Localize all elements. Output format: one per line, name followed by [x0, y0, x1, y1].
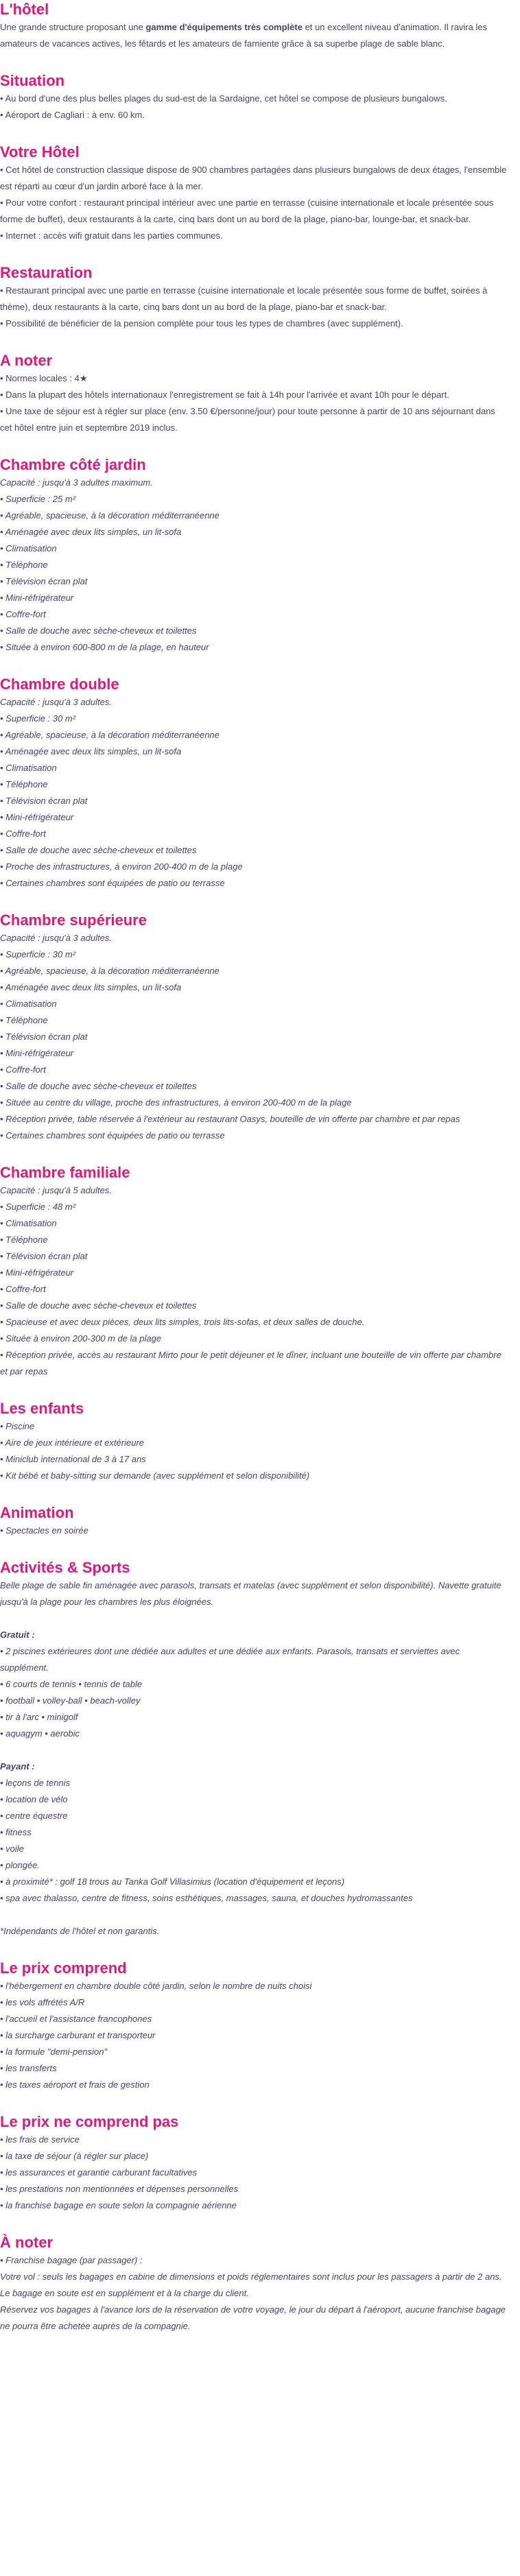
list-item: • Télévision écran plat — [0, 576, 88, 586]
section-situation — [0, 71, 509, 123]
section-title: Le prix ne comprend pas — [0, 2113, 179, 2130]
list-item: • Aéroport de Cagliari : à env. 60 km. — [0, 110, 145, 120]
section-hotel — [0, 0, 509, 52]
list-item: • Piscine — [0, 1421, 35, 1431]
list-item: • Restaurant principal avec une partie en terrasse (cuisine internationale et locale présentée sous forme de buffet, soirées à thème), deux restaurants à la carte, cinq bars dont un au bord de la plage, piano-bar et snack-bar. — [0, 285, 488, 312]
list-item: • Certaines chambres sont équipées de patio ou terrasse — [0, 878, 225, 888]
list-item: • Mini-réfrigérateur — [0, 1267, 74, 1278]
list-item: Réservez vos bagages à l'avance lors de la réservation de votre voyage, le jour du départ à l'aéroport, aucune franchise bagage ne pourra être achetée auprès de la compagnie. — [0, 2304, 506, 2331]
list-item: • Agréable, spacieuse, à la décoration méditerranéenne — [0, 730, 220, 740]
list-item: • Superficie : 30 m² — [0, 949, 76, 959]
section-enfants — [0, 1399, 509, 1484]
list-item: Le bagage en soute est en supplément et à la charge du client. — [0, 2288, 249, 2298]
section-animation — [0, 1503, 509, 1539]
list-item: • Salle de douche avec sèche-cheveux et toilettes — [0, 845, 197, 855]
list-item: • 6 courts de tennis • tennis de table — [0, 1679, 143, 1689]
section-title: Chambre côté jardin — [0, 456, 146, 473]
list-item: • Mini-réfrigérateur — [0, 593, 74, 603]
section-title: Chambre double — [0, 676, 119, 693]
section-title: Le prix comprend — [0, 1959, 127, 1977]
list-item: Votre vol : seuls les bagages en cabine de dimensions et poids réglementaires sont inclus pour les passagers à partir de 2 ans. — [0, 2271, 502, 2282]
list-item: • centre équestre — [0, 1811, 68, 1821]
list-item: • Climatisation — [0, 543, 57, 553]
list-item: • la taxe de séjour (à régler sur place) — [0, 2151, 149, 2161]
list-item: • Située à environ 200-300 m de la plage — [0, 1333, 162, 1344]
section-title: À noter — [0, 2234, 53, 2251]
section-chambre-superieure — [0, 911, 509, 1144]
list-item: • fitness — [0, 1827, 32, 1837]
list-item: • Mini-réfrigérateur — [0, 812, 74, 822]
hotel-intro: Une grande structure proposant une gamme d'équipements très complète et un excellent niveau d'animation. Il ravira les amateurs de vacances actives, les fêtards et les amateurs de farniente grâce à sa superbe plage de sable blanc. — [0, 22, 488, 49]
list-item: • Possibilité de bénéficier de la pension complète pour tous les types de chambres (avec supplément). — [0, 318, 403, 329]
list-item: • Kit bébé et baby-sitting sur demande (avec supplément et selon disponibilité) — [0, 1470, 310, 1481]
list-item: • Miniclub international de 3 à 17 ans — [0, 1454, 146, 1464]
list-item: • Superficie : 48 m² — [0, 1202, 76, 1212]
list-item: • Agréable, spacieuse, à la décoration méditerranéenne — [0, 966, 220, 976]
list-item: • aquagym • aerobic — [0, 1728, 80, 1739]
list-item: • Climatisation — [0, 999, 57, 1009]
list-item: Capacité : jusqu'à 3 adultes maximum. — [0, 477, 153, 488]
list-item: • voile — [0, 1844, 24, 1854]
list-item: • Télévision écran plat — [0, 1031, 88, 1042]
list-item: • location de vélo — [0, 1794, 68, 1804]
list-item: • Mini-réfrigérateur — [0, 1048, 74, 1058]
list-item: • Télévision écran plat — [0, 796, 88, 806]
list-item: • Franchise bagage (par passager) : — [0, 2255, 143, 2265]
section-chambre-familiale — [0, 1163, 509, 1380]
list-item: Belle plage de sable fin aménagée avec parasols, transats et matelas (avec supplément et selon disponibilité). Navette gratuite jusqu'à la plage pour les chambres les plus éloignées. — [0, 1580, 501, 1607]
list-item: • Internet : accès wifi gratuit dans les parties communes. — [0, 230, 223, 241]
section-title: A noter — [0, 352, 53, 369]
section-prix-comprend — [0, 1959, 509, 2093]
list-item: • les assurances et garantie carburant facultatives — [0, 2167, 198, 2178]
list-item: • Pour votre confort : restaurant principal intérieur avec une partie en terrasse (cuisine internationale et locale présentée sous forme de buffet), deux restaurants à la carte, cinq bars dont un au bord de la plage, piano-bar, lounge-bar, et snack-bar. — [0, 198, 494, 224]
list-item: • Aménagée avec deux lits simples, un lit-sofa — [0, 982, 182, 992]
list-item: • tir à l'arc • minigolf — [0, 1712, 78, 1722]
list-item: • les taxes aéroport et frais de gestion — [0, 2079, 150, 2090]
list-item: • Téléphone — [0, 1015, 48, 1025]
list-item: • Dans la plupart des hôtels internationaux l'enregistrement se fait à 14h pour l'arrivée et avant 10h pour le départ. — [0, 390, 449, 400]
list-item: • Réception privée, table réservée à l'extérieur au restaurant Oasys, bouteille de vin offerte par chambre et par repas — [0, 1114, 460, 1124]
list-item: • l'accueil et l'assistance francophones — [0, 2014, 152, 2024]
list-item: • leçons de tennis — [0, 1778, 71, 1788]
list-item: • Coffre-fort — [0, 1284, 46, 1294]
list-item: • plongée. — [0, 1860, 40, 1870]
intro-highlight: gamme d'équipements très complète — [145, 22, 303, 32]
list-item: Capacité : jusqu'à 5 adultes. — [0, 1185, 112, 1195]
list-item: • Spectacles en soirée — [0, 1525, 88, 1536]
list-item: • l'hébergement en chambre double côté jardin, selon le nombre de nuits choisi — [0, 1981, 312, 1991]
list-item: • Réception privée, accès au restaurant Mirto pour le petit déjeuner et le dîner, incluant une bouteille de vin offerte par chambre et par repas — [0, 1350, 501, 1376]
section-title: Situation — [0, 72, 65, 89]
list-item: • Située au centre du village, proche des infrastructures, à environ 200-400 m de la plage — [0, 1097, 352, 1108]
list-item: • Salle de douche avec sèche-cheveux et toilettes — [0, 1081, 197, 1091]
list-item: • la formule "demi-pension" — [0, 2047, 108, 2057]
list-item: • Proche des infrastructures, à environ 200-400 m de la plage — [0, 861, 243, 872]
list-item: • Climatisation — [0, 763, 57, 773]
list-item: • football • volley-ball • beach-volley — [0, 1695, 141, 1706]
section-title: Chambre supérieure — [0, 911, 147, 929]
section-title: Votre Hôtel — [0, 143, 80, 160]
section-title: L'hôtel — [0, 1, 49, 18]
list-item: • Au bord d'une des plus belles plages du sud-est de la Sardaigne, cet hôtel se compose de plusieurs bungalows. — [0, 93, 447, 104]
list-item: • spa avec thalasso, centre de fitness, soins esthétiques, massages, sauna, et douches hydromassantes — [0, 1893, 413, 1903]
section-restauration — [0, 263, 509, 332]
section-votre-hotel — [0, 143, 509, 244]
list-item: • 2 piscines extérieures dont une dédiée aux adultes et une dédiée aux enfants. Parasols, transats et serviettes avec supplément. — [0, 1646, 460, 1673]
list-item: • les vols affrétés A/R — [0, 1997, 85, 2007]
section-title: Chambre familiale — [0, 1164, 130, 1181]
list-item: • Téléphone — [0, 1235, 48, 1245]
section-prix-ne-comprend-pas — [0, 2112, 509, 2214]
section-chambre-jardin — [0, 455, 509, 656]
section-title: Les enfants — [0, 1400, 84, 1417]
list-item: • à proximité* : golf 18 trous au Tanka Golf Villasimius (location d'équipement et leçons) — [0, 1876, 345, 1887]
section-a-noter-final — [0, 2233, 509, 2335]
list-item: • la franchise bagage en soute selon la compagnie aérienne — [0, 2200, 237, 2210]
list-item: • Coffre-fort — [0, 1064, 46, 1075]
list-item: • Télévision écran plat — [0, 1251, 88, 1261]
list-item: • Normes locales : 4★ — [0, 373, 88, 383]
list-item: Capacité : jusqu'à 3 adultes. — [0, 697, 112, 707]
list-item: • Climatisation — [0, 1218, 57, 1228]
list-item: • Coffre-fort — [0, 609, 46, 619]
list-item: • Spacieuse et avec deux pièces, deux lits simples, trois lits-sofas, et deux salles de douche. — [0, 1317, 365, 1327]
list-item: • Agréable, spacieuse, à la décoration méditerranéenne — [0, 510, 220, 521]
list-item: • Certaines chambres sont équipées de patio ou terrasse — [0, 1130, 225, 1141]
list-item: • la surcharge carburant et transporteur — [0, 2030, 156, 2040]
section-title: Activités & Sports — [0, 1559, 130, 1576]
list-item: • Une taxe de séjour est à régler sur place (env. 3.50 €/personne/jour) pour toute personne à partir de 10 ans séjournant dans cet hôtel entre juin et septembre 2019 inclus. — [0, 406, 495, 433]
subheading: Gratuit : — [0, 1630, 35, 1640]
list-item: • Salle de douche avec sèche-cheveux et toilettes — [0, 625, 197, 636]
section-title: Animation — [0, 1504, 74, 1521]
list-item: • les frais de service — [0, 2134, 80, 2145]
list-item: • les transferts — [0, 2063, 57, 2073]
section-activites — [0, 1558, 509, 1940]
list-item: • Superficie : 30 m² — [0, 713, 76, 724]
list-item: • Téléphone — [0, 779, 48, 789]
section-title: Restauration — [0, 264, 93, 281]
list-item: • Située à environ 600-800 m de la plage, en hauteur — [0, 642, 209, 652]
list-item: • Aire de jeux intérieure et extérieure — [0, 1438, 145, 1448]
subheading: Payant : — [0, 1761, 35, 1772]
footnote: *Indépendants de l'hôtel et non garantis. — [0, 1926, 160, 1936]
list-item: • Téléphone — [0, 560, 48, 570]
section-chambre-double — [0, 675, 509, 892]
list-item: • Cet hôtel de construction classique dispose de 900 chambres partagées dans plusieurs bungalows de deux étages, l'ensemble est réparti au cœur d'un jardin arboré face à la mer. — [0, 165, 507, 191]
list-item: • Aménagée avec deux lits simples, un lit-sofa — [0, 527, 182, 537]
list-item: • Salle de douche avec sèche-cheveux et toilettes — [0, 1300, 197, 1311]
list-item: • Coffre-fort — [0, 828, 46, 839]
list-item: Capacité : jusqu'à 3 adultes. — [0, 933, 112, 943]
list-item: • Superficie : 25 m² — [0, 494, 76, 504]
list-item: • Aménagée avec deux lits simples, un lit-sofa — [0, 746, 182, 756]
section-a-noter — [0, 351, 509, 436]
list-item: • les prestations non mentionnées et dépenses personnelles — [0, 2184, 239, 2194]
